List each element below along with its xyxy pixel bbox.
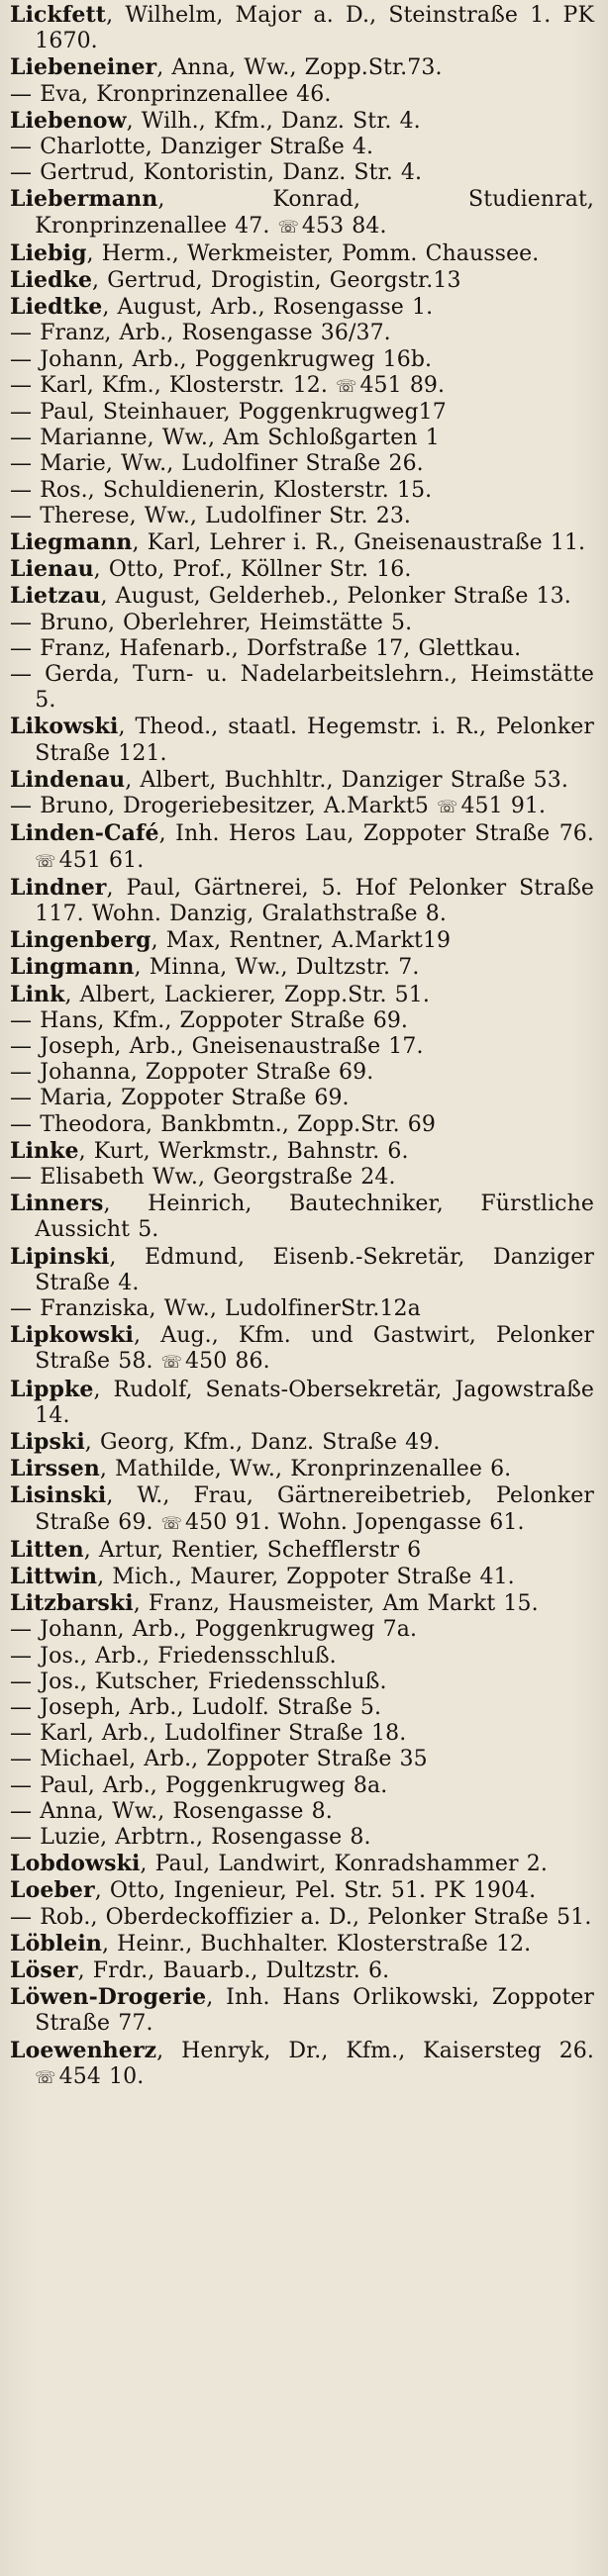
entry-details: — Bruno, Drogeriebesitzer, A.Markt5 [10,794,429,819]
directory-entry [10,529,594,556]
directory-sub-entry [10,1060,594,1086]
directory-entry [10,714,594,766]
entry-details: , Edmund, Eisenb.-Sekretär, Danziger Straße 4. [35,1244,594,1295]
directory-entry [10,1244,594,1296]
entry-details: — Gerda, Turn- u. Nadelarbeitslehrn., Heimstätte 5. [10,662,594,714]
entry-details: , Albert, Lackierer, Zopp.Str. 51. [64,982,430,1007]
entry-details: — Therese, Ww., Ludolfiner Str. 23. [10,503,412,528]
entry-details: , Max, Rentner, A.Markt19 [151,928,452,954]
entry-details: — Eva, Kronprinzenallee 46. [10,81,332,107]
entry-surname: Loeber [10,1877,95,1904]
entry-details: , Otto, Prof., Köllner Str. 16. [93,557,412,583]
directory-entry [10,2,594,54]
entry-details: , Konrad, Studienrat, Kronprinzenallee 47. [35,187,594,239]
entry-details: , Paul, Landwirt, Konradshammer 2. [140,1852,548,1877]
entry-surname: Lirssen [10,1456,100,1482]
entry-details: — Ros., Schuldienerin, Klosterstr. 15. [10,477,433,503]
entry-details-continued: Wohn. Jopengasse 61. [269,1509,525,1535]
directory-sub-entry [10,1296,594,1322]
directory-sub-entry [10,451,594,477]
entry-surname: Liegmann [10,529,133,556]
directory-entry [10,767,594,794]
entry-surname: Lindenau [10,766,126,793]
directory-sub-entry [10,1112,594,1138]
entry-surname: Lipinski [10,1243,110,1270]
telephone-icon: ☏ [160,1513,182,1534]
entry-details: , Artur, Rentier, Schefflerstr 6 [83,1537,422,1563]
entry-surname: Lobdowski [10,1851,141,1877]
entry-details: , Inh. Heros Lau, Zoppoter Straße 76. [158,821,594,847]
entry-details: , Henryk, Dr., Kfm., Kaisersteg 26. [156,2038,594,2063]
entry-surname: Lipski [10,1428,85,1455]
entry-details: — Rob., Oberdeckoffizier a. D., Pelonker Straße 51. [10,1904,592,1930]
directory-sub-entry [10,1905,594,1931]
phone-number: 450 91. [185,1509,270,1535]
directory-sub-entry [10,478,594,504]
entry-details: , Inh. Hans Orlikowski, Zoppoter Straße 77. [35,1985,594,2037]
entry-details: — Marie, Ww., Ludolfiner Straße 26. [10,451,424,477]
entry-details: — Theodora, Bankbmtn., Zopp.Str. 69 [10,1111,436,1137]
phone-number: 451 91. [460,794,547,819]
directory-sub-entry [10,347,594,373]
directory-entry [10,1456,594,1482]
directory-sub-entry [10,1086,594,1111]
directory-entry [10,54,594,81]
entry-surname: Liebenow [10,107,127,134]
directory-sub-entry [10,611,594,636]
directory-entry [10,583,594,610]
directory-entry [10,1984,594,2037]
entry-details: , Aug., Kfm. und Gastwirt, Pelonker Straße 58. [35,1323,594,1375]
directory-entry [10,186,594,239]
entry-details: — Bruno, Oberlehrer, Heimstätte 5. [10,610,413,635]
entry-details: — Luzie, Arbtrn., Rosengasse 8. [10,1825,371,1851]
telephone-icon: ☏ [277,217,299,238]
directory-entry [10,240,594,267]
directory-entry [10,875,594,927]
entry-surname: Linden-Café [10,820,159,847]
entry-surname: Löwen-Drogerie [10,1984,207,2011]
entry-surname: Lickfett [10,2,107,28]
entry-surname: Lippke [10,1376,94,1402]
directory-entry [10,1564,594,1590]
entry-surname: Liedke [10,267,93,294]
entry-details: , Wilh., Kfm., Danz. Str. 4. [126,108,421,134]
directory-sub-entry [10,1008,594,1034]
directory-sub-entry [10,1799,594,1825]
directory-entry [10,1877,594,1904]
directory-sub-entry [10,426,594,451]
entry-details: , Kurt, Werkmstr., Bahnstr. 6. [78,1138,409,1164]
directory-sub-entry [10,1034,594,1060]
directory-sub-entry [10,662,594,714]
directory-entry [10,1931,594,1957]
entry-details: , Rudolf, Senats-Obersekretär, Jagowstraße 14. [35,1377,594,1428]
entry-surname: Liedtke [10,294,103,321]
directory-entry [10,1482,594,1536]
directory-sub-entry [10,321,594,346]
directory-entry [10,1851,594,1877]
telephone-icon: ☏ [160,1353,182,1374]
entry-surname: Link [10,981,65,1007]
directory-entry [10,1957,594,1984]
entry-surname: Löblein [10,1930,102,1956]
directory-entry [10,1537,594,1564]
directory-entry [10,982,594,1008]
directory-sub-entry [10,400,594,426]
entry-details: — Michael, Arb., Zoppoter Straße 35 [10,1747,428,1772]
entry-details: — Joseph, Arb., Gneisenaustraße 17. [10,1033,424,1059]
entry-details: , Frdr., Bauarb., Dultzstr. 6. [77,1958,390,1984]
directory-entry [10,1191,594,1243]
directory-sub-entry [10,636,594,662]
telephone-icon: ☏ [336,376,357,397]
phone-number: 450 86. [185,1349,270,1375]
entry-surname: Linners [10,1191,104,1217]
entry-details: — Maria, Zoppoter Straße 69. [10,1086,350,1111]
directory-sub-entry [10,1721,594,1747]
entry-details: — Jos., Kutscher, Friedensschluß. [10,1669,387,1694]
entry-details: , Herm., Werkmeister, Pomm. Chaussee. [86,240,540,266]
telephone-icon: ☏ [437,798,458,818]
directory-entry [10,1377,594,1429]
entry-surname: Liebeneiner [10,54,157,81]
entry-details: , W., Frau, Gärtnereibetrieb, Pelonker Straße 69. [35,1483,594,1535]
entry-surname: Loewenherz [10,2037,157,2063]
entry-details: — Charlotte, Danziger Straße 4. [10,135,374,160]
entry-surname: Littwin [10,1563,98,1589]
entry-surname: Lietzau [10,583,101,610]
entry-details: , Heinrich, Bautechniker, Fürstliche Aussicht 5. [35,1192,594,1243]
entry-details: , Karl, Lehrer i. R., Gneisenaustraße 11. [132,530,586,556]
entry-details: , Mathilde, Ww., Kronprinzenallee 6. [99,1457,512,1482]
entry-details: — Karl, Arb., Ludolfiner Straße 18. [10,1721,407,1747]
directory-sub-entry [10,1670,594,1695]
directory-entry [10,294,594,321]
directory-entry [10,1590,594,1617]
directory-sub-entry [10,504,594,529]
directory-sub-entry [10,794,594,820]
entry-surname: Linke [10,1137,79,1164]
entry-details: — Elisabeth Ww., Georgstraße 24. [10,1164,396,1190]
entry-surname: Litten [10,1536,84,1563]
directory-sub-entry [10,1695,594,1721]
entry-details: , Mich., Maurer, Zoppoter Straße 41. [97,1564,515,1589]
directory-entry [10,1429,594,1456]
directory-sub-entry [10,82,594,108]
phone-number: 453 84. [301,213,387,239]
entry-surname: Lingenberg [10,927,152,954]
entry-details: — Franz, Arb., Rosengasse 36/37. [10,321,391,346]
entry-details: , Franz, Hausmeister, Am Markt 15. [133,1591,539,1617]
entry-details: , August, Gelderheb., Pelonker Straße 13. [100,584,571,610]
entry-details: , Otto, Ingenieur, Pel. Str. 51. PK 1904. [94,1878,537,1904]
entry-details: , Heinr., Buchhalter. Klosterstraße 12. [101,1931,532,1956]
directory-entry [10,927,594,954]
entry-details: — Paul, Steinhauer, Poggenkrugweg17 [10,400,447,426]
entry-surname: Lingmann [10,954,135,981]
telephone-icon: ☏ [35,851,56,872]
directory-entry [10,2038,594,2091]
directory-sub-entry [10,1747,594,1772]
directory-sub-entry [10,1165,594,1191]
directory-entry [10,108,594,135]
directory-sub-entry [10,135,594,160]
entry-details: — Marianne, Ww., Am Schloßgarten 1 [10,426,440,451]
directory-entry [10,954,594,981]
directory-entry [10,1322,594,1376]
entry-surname: Lindner [10,874,107,901]
entry-surname: Liebig [10,239,87,266]
directory-entry [10,1138,594,1165]
directory-sub-entry [10,373,594,400]
telephone-icon: ☏ [35,2067,56,2088]
directory-sub-entry [10,1644,594,1670]
entry-details: , Georg, Kfm., Danz. Straße 49. [84,1429,441,1455]
directory-sub-entry [10,1773,594,1799]
entry-details: — Franz, Hafenarb., Dorfstraße 17, Glettkau. [10,635,522,661]
directory-sub-entry [10,160,594,186]
phone-number: 454 10. [58,2063,145,2089]
entry-details: — Jos., Arb., Friedensschluß. [10,1643,337,1669]
entry-details: — Johanna, Zoppoter Straße 69. [10,1060,374,1086]
entry-details: — Johann, Arb., Poggenkrugweg 7a. [10,1617,418,1643]
phone-number: 451 89. [359,372,446,398]
entry-surname: Liebermann [10,186,158,213]
entry-surname: Likowski [10,714,119,740]
entry-surname: Lipkowski [10,1322,134,1349]
entry-details: — Hans, Kfm., Zoppoter Straße 69. [10,1007,409,1033]
entry-details: , Gertrud, Drogistin, Georgstr.13 [92,268,461,294]
entry-details: — Karl, Kfm., Klosterstr. 12. [10,372,328,398]
entry-details: — Joseph, Arb., Ludolf. Straße 5. [10,1695,382,1720]
entry-details: , Paul, Gärtnerei, 5. Hof Pelonker Straße 117. Wohn. Danzig, Gralathstraße 8. [35,875,594,926]
phone-number: 451 61. [58,847,145,873]
entry-details: — Johann, Arb., Poggenkrugweg 16b. [10,346,433,372]
entry-details: , Theod., staatl. Hegemstr. i. R., Pelonker Straße 121. [35,715,594,766]
entry-surname: Litzbarski [10,1590,134,1617]
entry-details: — Anna, Ww., Rosengasse 8. [10,1798,333,1824]
entry-surname: Löser [10,1957,78,1984]
entry-surname: Lisinski [10,1482,107,1509]
entry-details: , Wilhelm, Major a. D., Steinstraße 1. PK 1670. [35,3,594,54]
entry-details: — Gertrud, Kontoristin, Danz. Str. 4. [10,160,423,186]
entry-details: , Minna, Ww., Dultzstr. 7. [134,955,420,981]
entry-details: , August, Arb., Rosengasse 1. [102,295,434,321]
directory-entry [10,820,594,874]
entry-surname: Lienau [10,556,94,583]
entry-details: — Franziska, Ww., LudolfinerStr.12a [10,1295,421,1321]
entry-details: , Albert, Buchhltr., Danziger Straße 53. [125,767,568,793]
directory-entry [10,556,594,583]
directory-sub-entry [10,1825,594,1851]
entry-details: , Anna, Ww., Zopp.Str.73. [156,55,443,81]
directory-sub-entry [10,1617,594,1643]
directory-entry [10,267,594,294]
entry-details: — Paul, Arb., Poggenkrugweg 8a. [10,1772,388,1798]
